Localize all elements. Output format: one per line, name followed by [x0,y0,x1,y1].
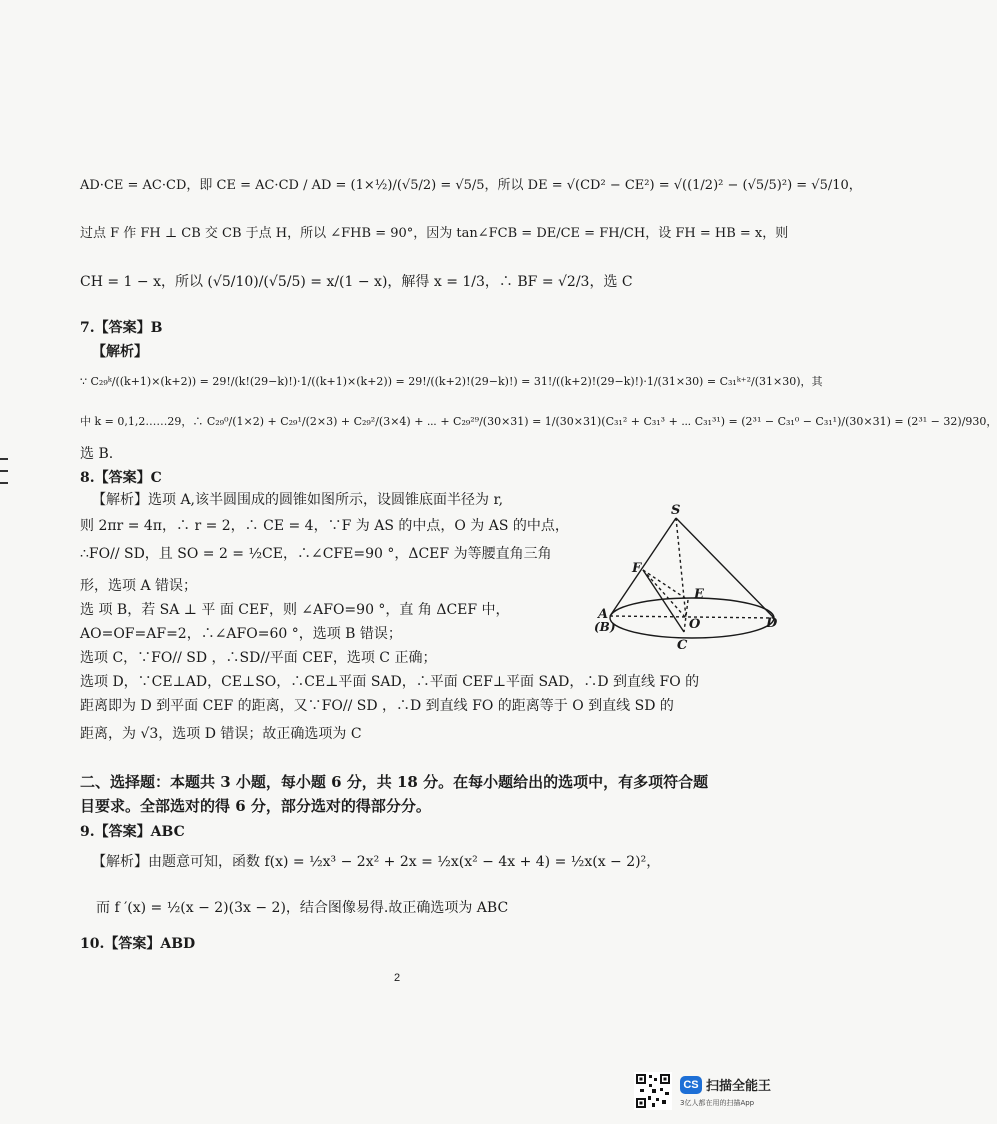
text-line-6: ∵ C₂₉ᵏ/((k+1)×(k+2)) = 29!/(k!(29−k)!)·1/((k+1)×(k+2)) = 29!/((k+2)!(29−k)!) = 31!/((k+2)!(29−k)!)·1/(31×30) = C₃₁ᵏ⁺²/(31×30)，其 [80,375,823,388]
text-line-19: 距离，为 √3，选项 D 错误；故正确选项为 C [80,726,362,742]
text-line-14: 选 项 B，若 SA ⊥ 平 面 CEF，则 ∠AFO=90 °，直 角 ΔCEF 中， [80,602,510,618]
text-line-2: 过点 F 作 FH ⊥ CB 交 CB 于点 H，所以 ∠FHB = 90°，因为 tan∠FCB = DE/CE = FH/CH，设 FH = HB = x，则 [80,226,789,241]
text-line-7: 中 k = 0,1,2……29，∴ C₂₉⁰/(1×2) + C₂₉¹/(2×3) + C₂₉²/(3×4) + ⋯ + C₂₉²⁹/(30×31) = 1/(30×31)(C₃₁² + C₃₁³ + ⋯ C₃₁³¹) = (2³¹ − C₃₁⁰ − C₃₁¹)/(30×31) = (2³¹ − 32)/930， [80,415,997,428]
cone-axis-so [676,518,686,618]
text-line-1: AD·CE = AC·CD，即 CE = AC·CD / AD = (1×½)/(√5/2) = √5/5，所以 DE = √(CD² − CE²) = √((1/2)² − (√5/5)²) = √5/10， [80,178,862,193]
text-line-12: ∴FO// SD，且 SO = 2 = ½CE，∴∠CFE=90 °，ΔCEF 为等腰直角三角 [80,546,552,562]
cone-figure [588,500,788,655]
answer-10: 10.【答案】ABD [80,936,196,952]
label-c: C [677,638,688,653]
text-line-10: 【解析】选项 A,该半圆围成的圆锥如图所示，设圆锥底面半径为 r, [92,492,504,508]
label-f: F [632,561,642,576]
label-b: (B) [594,620,616,634]
text-line-13: 形，选项 A 错误； [80,578,198,594]
margin-mark [0,482,8,484]
text-line-11: 则 2πr = 4π，∴ r = 2，∴ CE = 4，∵F 为 AS 的中点，O 为 AS 的中点， [80,518,569,534]
section-heading-line-2: 目要求。全部选对的得 6 分，部分选对的得部分分。 [80,797,431,815]
text-line-3: CH = 1 − x，所以 (√5/10)/(√5/5) = x/(1 − x)，解得 x = 1/3，∴ BF = √2/3，选 C [80,274,633,290]
label-o: O [689,617,701,632]
label-s: S [671,503,681,518]
cone-edge-right [676,518,774,618]
section-heading-line-1: 二、选择题：本题共 3 小题，每小题 6 分，共 18 分。在每小题给出的选项中，有多项符合题 [80,773,709,791]
text-line-17: 选项 D，∵CE⊥AD，CE⊥SO，∴CE⊥平面 SAD，∴平面 CEF⊥平面 SAD，∴D 到直线 FO 的 [80,674,700,690]
qr-code-icon [634,1072,672,1110]
text-line-16: 选项 C，∵FO// SD ，∴SD//平面 CEF，选项 C 正确； [80,650,437,666]
text-line-24: 而 f ′(x) = ½(x − 2)(3x − 2)，结合图像易得.故正确选项为 ABC [96,900,509,916]
margin-mark [0,470,8,472]
answer-7: 7.【答案】B [80,320,163,336]
label-d: D [766,616,778,631]
margin-mark [0,458,8,460]
answer-8: 8.【答案】C [80,470,162,486]
answer-9: 9.【答案】ABC [80,824,185,840]
label-a: A [598,607,609,622]
page-number: 2 [394,972,401,984]
analysis-7-label: 【解析】 [92,344,148,360]
scanner-watermark [634,1072,784,1112]
cs-logo-icon: CS [680,1076,702,1094]
brand-name: 扫描全能王 [706,1079,772,1094]
text-line-8: 选 B. [80,446,114,462]
text-line-23: 【解析】由题意可知，函数 f(x) = ½x³ − 2x² + 2x = ½x(x² − 4x + 4) = ½x(x − 2)²， [92,854,661,870]
label-e: E [694,587,704,602]
text-line-15: AO=OF=AF=2，∴∠AFO=60 °，选项 B 错误； [80,626,402,642]
brand-tagline: 3亿人都在用的扫描App [680,1099,755,1107]
text-line-18: 距离即为 D 到平面 CEF 的距离，又∵FO// SD ，∴D 到直线 FO 的距离等于 O 到直线 SD 的 [80,698,674,714]
